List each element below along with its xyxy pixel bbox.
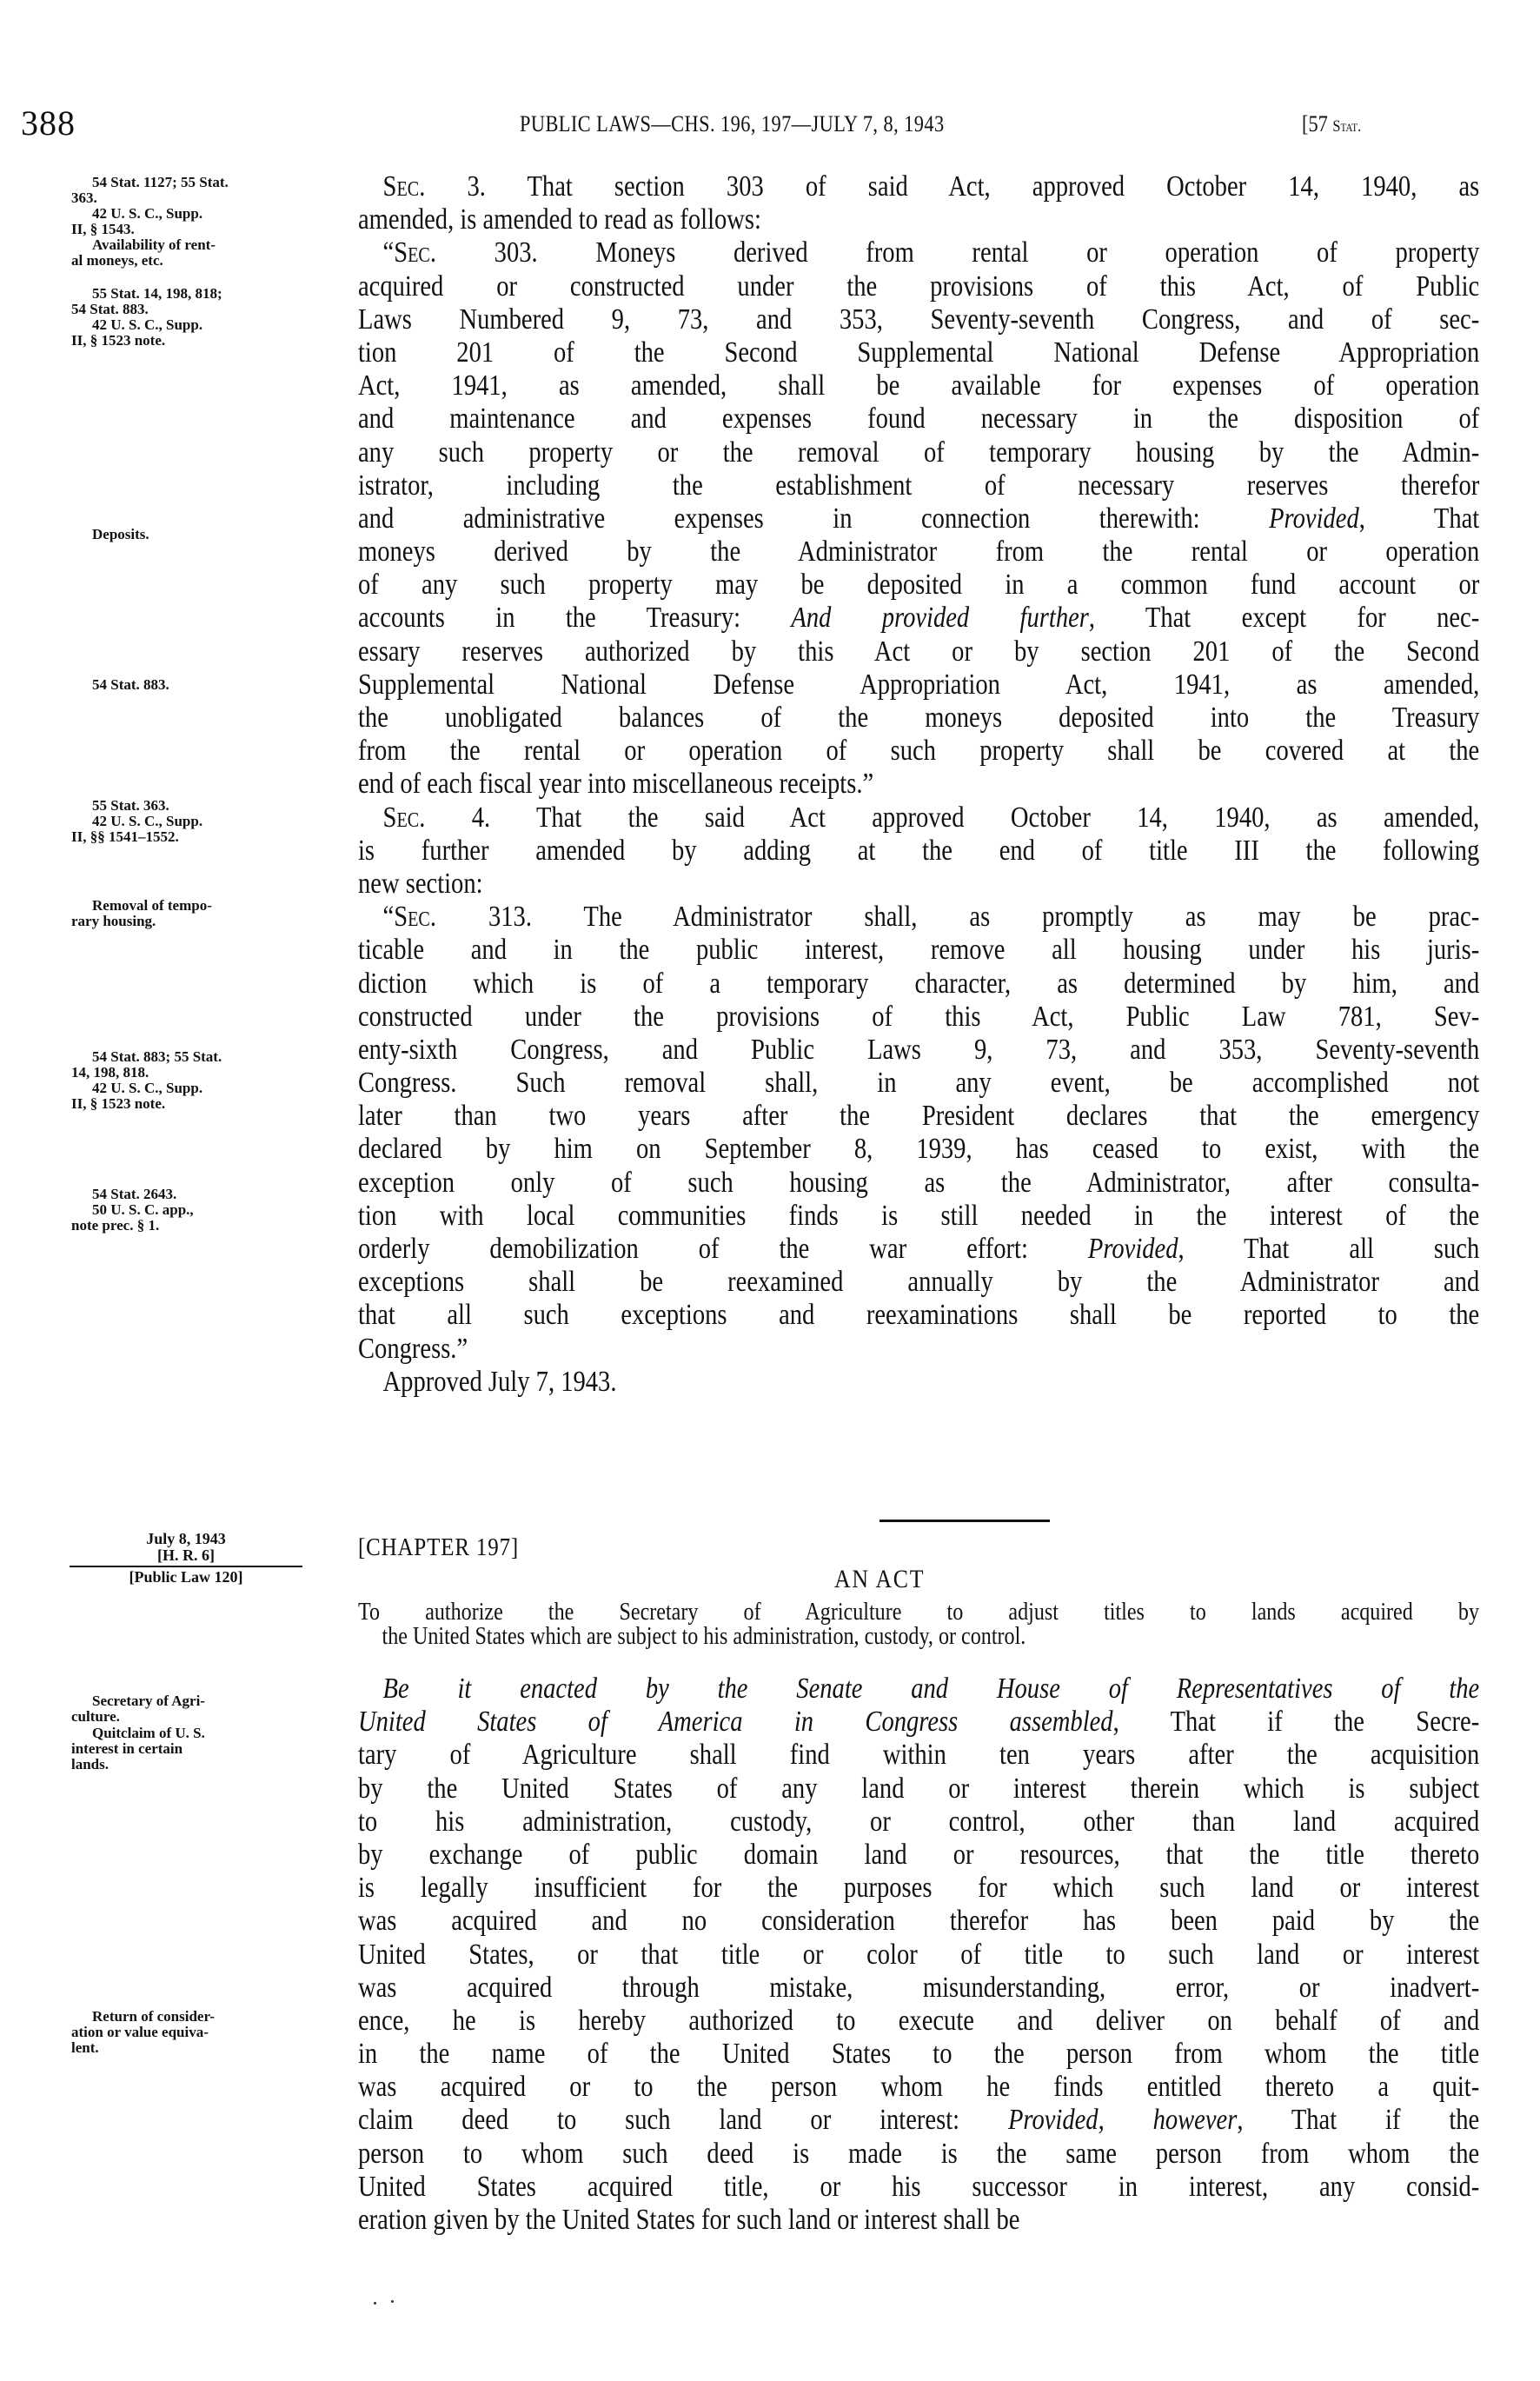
text-run: , That if the Secre- <box>1112 1706 1480 1739</box>
text-line <box>358 535 1479 569</box>
text-run: of any such property may be deposited in a common fund account or <box>358 569 1480 602</box>
margin-note-line: Removal of tempo- <box>92 897 212 914</box>
text-line <box>358 402 1479 436</box>
margin-note-citation <box>71 677 306 693</box>
text-run: essary reserves authorized by this Act or by section 201 of the Second <box>358 635 1480 668</box>
margin-note-line: 54 Stat. 883. <box>92 676 169 693</box>
text-line <box>358 170 1479 203</box>
approval-text: Approved July 7, 1943. <box>382 1365 617 1398</box>
text-line <box>358 2071 1479 2104</box>
margin-note-secretary <box>71 1693 306 1725</box>
margin-note-line: II, § 1523 note. <box>71 332 166 349</box>
text-run: in the name of the United States to the person from whom the title <box>358 2038 1480 2071</box>
italic-run: Provided, however <box>1007 2104 1238 2137</box>
text-line <box>358 2005 1479 2038</box>
text-run: amended, is amended to read as follows: <box>358 203 761 236</box>
stamp-public-law: [Public Law 120] <box>129 1568 243 1586</box>
section-3 <box>358 170 1479 236</box>
text-line <box>358 1333 1479 1366</box>
text-run: 303. Moneys derived from rental or operation of property <box>436 236 1480 269</box>
text-line <box>358 270 1479 303</box>
margin-note-line: Deposits. <box>92 526 149 542</box>
text-run: the unobligated balances of the moneys deposited into the Treasury <box>358 702 1480 734</box>
text-run: tary of Agriculture shall find within ten years after the acquisition <box>358 1739 1480 1772</box>
ch197-text <box>358 1673 1479 2237</box>
text-run: , That except for nec- <box>1088 602 1480 635</box>
text-line <box>358 1001 1479 1034</box>
text-run: end of each fiscal year into miscellaneous receipts.” <box>358 768 874 801</box>
margin-note-line: 42 U. S. C., Supp. <box>92 1080 203 1096</box>
act-title-line: the United States which are subject to his administration, custody, or control. <box>382 1623 1026 1650</box>
text-line <box>358 934 1479 967</box>
text-run: and maintenance and expenses found necessary in the disposition of <box>358 402 1480 436</box>
section-4 <box>358 801 1479 901</box>
text-run: 4. That the said Act approved October 14, 1940, as amended, <box>425 801 1480 834</box>
text-line <box>358 735 1479 768</box>
volume-prefix: [57 <box>1302 111 1333 136</box>
margin-note-line: 42 U. S. C., Supp. <box>92 205 203 222</box>
text-run: is legally insufficient for the purposes for which such land or interest <box>358 1872 1480 1905</box>
text-run: acquired or constructed under the provisions of this Act, of Public <box>358 269 1480 303</box>
text-run: enty-sixth Congress, and Public Laws 9, 73, and 353, Seventy-seventh <box>358 1033 1480 1066</box>
an-act-heading: AN ACT <box>834 1565 926 1593</box>
margin-note-availability <box>71 237 306 269</box>
text-line <box>358 835 1479 868</box>
text-line <box>358 1167 1479 1200</box>
margin-note-line: lands. <box>71 1756 109 1772</box>
text-run: tion 201 of the Second Supplemental National Defense Appropriation <box>358 336 1480 369</box>
text-line <box>358 1673 1479 1706</box>
text-line <box>358 1939 1479 1972</box>
text-line <box>358 1233 1479 1266</box>
enactment-stamp <box>70 1531 302 1586</box>
section-label: Sec. <box>394 901 437 934</box>
margin-note-line: 54 Stat. 1127; 55 Stat. <box>92 174 229 190</box>
margin-note-line: note prec. § 1. <box>71 1217 160 1234</box>
stamp-rule <box>70 1566 302 1567</box>
volume-reference <box>1302 111 1361 137</box>
print-specks <box>374 2300 400 2305</box>
margin-note-line: II, § 1523 note. <box>71 1095 166 1112</box>
text-run: , That if the <box>1237 2104 1480 2137</box>
text-run: to his administration, custody, or control, other than land acquired <box>358 1805 1480 1838</box>
margin-note-citation <box>71 1187 306 1234</box>
section-label: Sec. <box>394 236 437 269</box>
italic-run: Provided <box>1269 502 1359 535</box>
text-line <box>358 1133 1479 1166</box>
text-run: was acquired or to the person whom he finds entitled thereto a quit- <box>358 2071 1480 2104</box>
approval-line <box>358 1366 1479 1399</box>
running-head <box>0 103 1540 143</box>
text-run: diction which is of a temporary character, as determined by him, and <box>358 967 1480 1000</box>
text-run: , That all such <box>1178 1233 1480 1265</box>
text-line <box>358 1100 1479 1133</box>
margin-note-line: Availability of rent- <box>92 236 216 253</box>
text-run: by the United States of any land or interest therein which is subject <box>358 1772 1480 1805</box>
open-quote: “ <box>382 901 395 934</box>
text-run: Laws Numbered 9, 73, and 353, Seventy-seventh Congress, and of sec- <box>358 303 1480 336</box>
margin-note-citation <box>71 175 306 237</box>
chapter-separator <box>880 1520 1050 1522</box>
margin-note-line: Quitclaim of U. S. <box>92 1725 205 1741</box>
text-line <box>358 868 1479 901</box>
text-line <box>358 768 1479 801</box>
text-run: that all such exceptions and reexaminations shall be reported to the <box>358 1299 1480 1332</box>
margin-note-removal <box>71 898 306 929</box>
text-line <box>358 336 1479 369</box>
text-run: Congress. Such removal shall, in any event, be accomplished not <box>358 1067 1480 1100</box>
margin-note-line: 363. <box>71 190 97 206</box>
italic-run: Provided <box>1087 1233 1178 1265</box>
text-run: eration given by the United States for such land or interest shall be <box>358 2204 1020 2236</box>
text-run: exceptions shall be reexamined annually by the Administrator and <box>358 1266 1480 1299</box>
text-line <box>358 2171 1479 2204</box>
margin-note-line: II, §§ 1541–1552. <box>71 828 179 845</box>
margin-note-line: 42 U. S. C., Supp. <box>92 813 203 829</box>
text-line <box>358 702 1479 735</box>
margin-note-line: 50 U. S. C. app., <box>92 1201 194 1218</box>
act-title-line: To authorize the Secretary of Agriculture to adjust titles to lands acquired by <box>358 1599 1479 1626</box>
italic-run: And provided further <box>791 602 1089 635</box>
margin-note-line: ation or value equiva- <box>71 2024 209 2040</box>
text-line <box>358 1839 1479 1872</box>
margin-note-line: Secretary of Agri- <box>92 1693 205 1709</box>
text-line <box>358 2204 1479 2237</box>
text-line <box>358 1067 1479 1100</box>
text-run: is further amended by adding at the end of title III the following <box>358 834 1480 867</box>
margin-note-citation <box>71 798 306 845</box>
italic-run: United States of America in Congress assembled <box>358 1706 1113 1739</box>
stamp-bill: [H. R. 6] <box>157 1546 215 1564</box>
margin-note-line: 55 Stat. 14, 198, 818; <box>92 285 222 302</box>
enacting-body <box>358 1673 1479 2237</box>
text-run: orderly demobilization of the war effort: <box>358 1233 1088 1265</box>
text-line <box>358 1972 1479 2005</box>
text-run: tion with local communities finds is still needed in the interest of the <box>358 1199 1480 1232</box>
text-run: 3. That section 303 of said Act, approved October 14, 1940, as <box>425 170 1480 203</box>
page-number: 388 <box>21 103 76 143</box>
open-quote: “ <box>382 236 395 269</box>
text-line <box>358 2104 1479 2137</box>
text-run: was acquired through mistake, misunderstanding, error, or inadvert- <box>358 1971 1480 2004</box>
italic-run: Be it enacted by the Senate and House of Representatives of the <box>382 1673 1480 1705</box>
section-303 <box>358 236 1479 801</box>
text-line <box>358 1872 1479 1905</box>
margin-note-line: II, § 1543. <box>71 221 135 237</box>
section-label: Sec. <box>382 170 426 203</box>
volume-suffix: Stat. <box>1332 117 1362 136</box>
text-run: Congress.” <box>358 1332 468 1365</box>
text-run: ticable and in the public interest, remove all housing under his juris- <box>358 934 1480 967</box>
text-run: exception only of such housing as the Administrator, after consulta- <box>358 1166 1480 1199</box>
text-line <box>358 203 1479 236</box>
margin-note-return <box>71 2009 306 2056</box>
text-line <box>358 602 1479 635</box>
margin-note-quitclaim <box>71 1726 306 1772</box>
text-line <box>358 801 1479 835</box>
text-run: and administrative expenses in connection therewith: <box>358 502 1270 535</box>
text-line <box>358 2138 1479 2171</box>
margin-note-line: interest in certain <box>71 1740 183 1757</box>
ch196-text <box>358 170 1479 1399</box>
text-line <box>358 1034 1479 1067</box>
act-title <box>358 1600 1479 1649</box>
text-run: by exchange of public domain land or resources, that the title thereto <box>358 1838 1480 1871</box>
margin-note-citation <box>71 286 306 349</box>
text-run: from the rental or operation of such property shall be covered at the <box>358 735 1480 768</box>
margin-note-line: 42 U. S. C., Supp. <box>92 316 203 333</box>
text-run: accounts in the Treasury: <box>358 602 792 635</box>
margin-note-line: culture. <box>71 1708 120 1725</box>
text-run: constructed under the provisions of this Act, Public Law 781, Sev- <box>358 1000 1480 1033</box>
text-line <box>358 303 1479 336</box>
text-line <box>358 1739 1479 1772</box>
text-run: United States, or that title or color of title to such land or interest <box>358 1938 1480 1971</box>
text-run: claim deed to such land or interest: <box>358 2104 1008 2137</box>
text-line <box>358 469 1479 502</box>
text-run: ence, he is hereby authorized to execute and deliver on behalf of and <box>358 2004 1480 2037</box>
text-line <box>358 635 1479 668</box>
margin-note-citation <box>71 1049 306 1112</box>
text-run: istrator, including the establishment of necessary reserves therefor <box>358 469 1480 502</box>
text-run: , That <box>1358 502 1480 535</box>
text-run: United States acquired title, or his successor in interest, any consid- <box>358 2170 1480 2203</box>
text-run: later than two years after the President declares that the emergency <box>358 1100 1480 1133</box>
text-line <box>358 236 1479 269</box>
text-line <box>358 436 1479 469</box>
text-run: Act, 1941, as amended, shall be available for expenses of operation <box>358 369 1480 402</box>
margin-note-line: lent. <box>71 2039 99 2056</box>
text-line <box>358 1200 1479 1233</box>
margin-note-line: al moneys, etc. <box>71 252 163 269</box>
text-line <box>358 1905 1479 1938</box>
text-run: any such property or the removal of temporary housing by the Admin- <box>358 436 1480 469</box>
margin-note-line: 55 Stat. 363. <box>92 797 169 814</box>
text-line <box>358 2038 1479 2071</box>
text-line <box>358 901 1479 934</box>
text-run: Supplemental National Defense Appropriation Act, 1941, as amended, <box>358 668 1480 701</box>
text-line <box>358 968 1479 1001</box>
text-run: new section: <box>358 867 483 900</box>
margin-note-line: 54 Stat. 2643. <box>92 1186 177 1202</box>
text-run: 313. The Administrator shall, as promptly as may be prac- <box>436 901 1480 934</box>
text-line <box>358 668 1479 702</box>
text-line <box>358 1299 1479 1332</box>
text-line <box>358 1806 1479 1839</box>
text-run: was acquired and no consideration therefor has been paid by the <box>358 1905 1480 1938</box>
text-line <box>358 569 1479 602</box>
text-line <box>358 502 1479 535</box>
text-line <box>358 1706 1479 1739</box>
chapter-label: [CHAPTER 197] <box>358 1533 520 1561</box>
text-line <box>358 369 1479 402</box>
text-line <box>358 1266 1479 1299</box>
section-label: Sec. <box>382 801 426 834</box>
margin-note-line: 14, 198, 818. <box>71 1064 149 1081</box>
margin-note-line: 54 Stat. 883; 55 Stat. <box>92 1048 222 1065</box>
stamp-date: July 8, 1943 <box>146 1530 226 1547</box>
margin-note-deposits <box>71 527 306 542</box>
margin-note-line: 54 Stat. 883. <box>71 301 149 317</box>
section-313 <box>358 901 1479 1366</box>
margin-note-line: Return of consider- <box>92 2008 216 2025</box>
margin-note-line: rary housing. <box>71 913 156 929</box>
text-line <box>358 1772 1479 1806</box>
text-run: moneys derived by the Administrator from the rental or operation <box>358 535 1480 569</box>
running-head-title: PUBLIC LAWS—CHS. 196, 197—JULY 7, 8, 1943 <box>520 111 945 136</box>
text-run: person to whom such deed is made is the same person from whom the <box>358 2137 1480 2170</box>
text-run: declared by him on September 8, 1939, has ceased to exist, with the <box>358 1133 1480 1166</box>
